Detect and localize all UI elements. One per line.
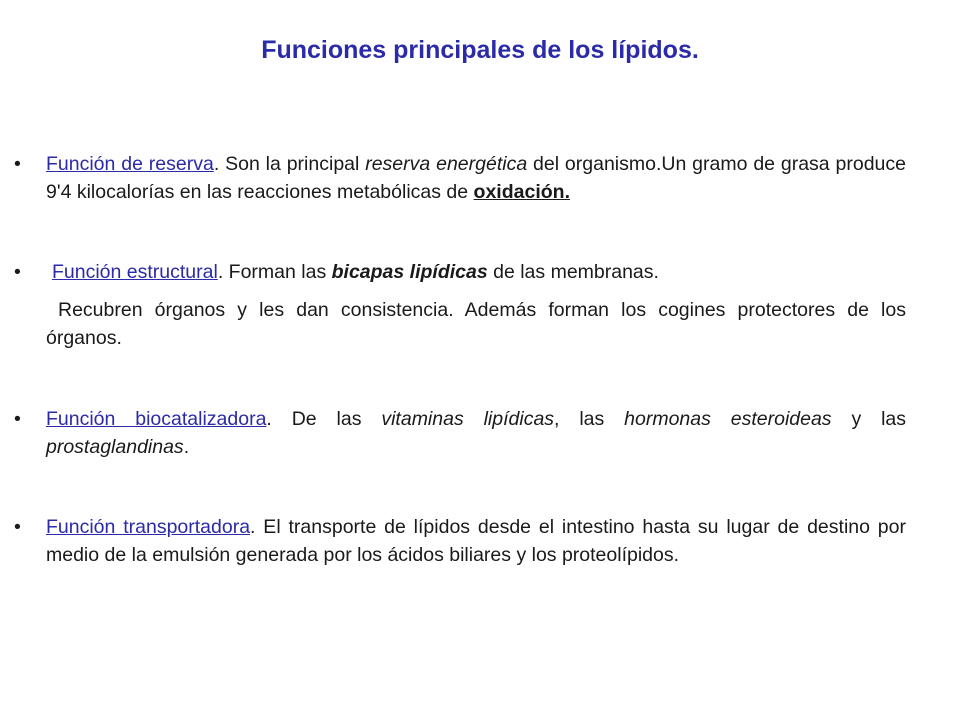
bullet: • <box>14 408 21 430</box>
list-item-estructural: • Función estructural. Forman las bicapas lipídicas de las membranas. <box>46 258 906 286</box>
bullet: • <box>14 516 21 538</box>
list-item-estructural-continuation: Recubren órganos y les dan consistencia. Además forman los cogines protectores de los órganos. <box>46 299 906 349</box>
oxidacion-term: oxidación. <box>473 181 570 203</box>
list-item-transportadora: • Función transportadora. El transporte de lípidos desde el intestino hasta su lugar de destino por medio de la emulsión generada por los ácidos biliares y los proteolípidos. <box>46 513 906 569</box>
bullet: • <box>14 153 21 175</box>
link-funcion-transportadora[interactable]: Función transportadora <box>46 516 251 538</box>
list-item-biocatalizadora: • Función biocatalizadora. De las vitaminas lipídicas, las hormonas esteroideas y las prostaglandinas. <box>46 405 906 461</box>
link-funcion-reserva[interactable]: Función de reserva <box>46 153 214 175</box>
link-funcion-estructural[interactable]: Función estructural <box>52 261 218 283</box>
slide-title: Funciones principales de los lípidos. <box>261 36 699 64</box>
bullet: • <box>14 261 21 283</box>
list-item-reserva: • Función de reserva. Son la principal reserva energética del organismo.Un gramo de grasa produce 9'4 kilocalorías en las reacciones metabólicas de oxidación. <box>46 150 906 206</box>
link-funcion-biocatalizadora[interactable]: Función biocatalizadora <box>46 408 267 430</box>
